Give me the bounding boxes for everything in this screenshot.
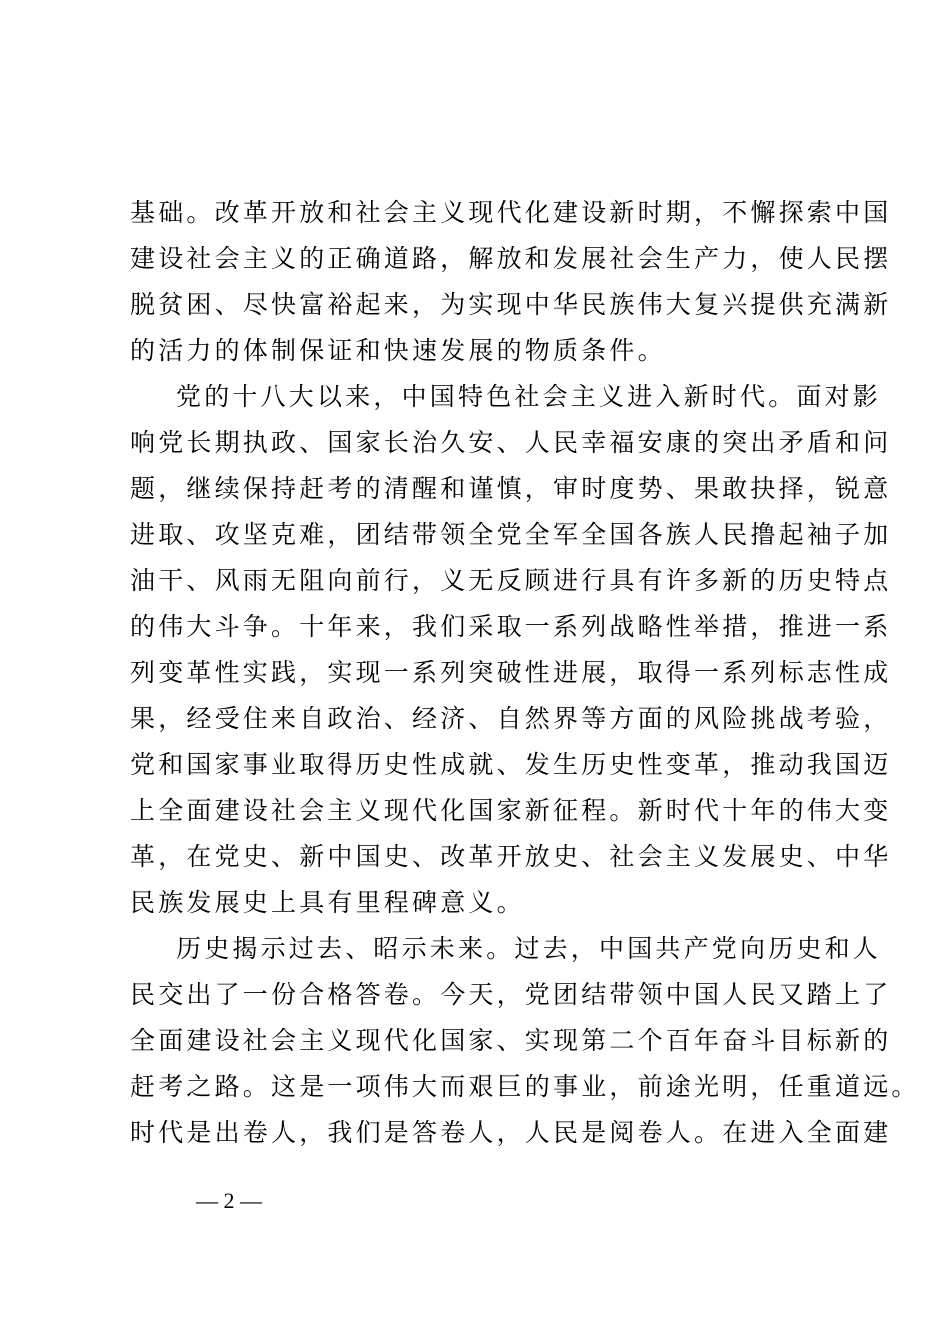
text-line: 民族发展史上具有里程碑意义。 [130, 888, 525, 917]
text-line: 党的十八大以来，中国特色社会主义进入新时代。面对影 [176, 382, 882, 411]
text-line: 列变革性实践，实现一系列突破性进展，取得一系列标志性成 [130, 658, 892, 687]
text-line: 脱贫困、尽快富裕起来，为实现中华民族伟大复兴提供充满新 [130, 290, 892, 319]
paragraph-1 [130, 190, 892, 374]
text-line: 油干、风雨无阻向前行，义无反顾进行具有许多新的历史特点 [130, 566, 892, 595]
text-line: 响党长期执政、国家长治久安、人民幸福安康的突出矛盾和问 [130, 428, 892, 457]
text-line: 党和国家事业取得历史性成就、发生历史性变革，推动我国迈 [130, 750, 892, 779]
paragraph-3 [130, 926, 920, 1156]
text-line: 进取、攻坚克难，团结带领全党全军全国各族人民撸起袖子加 [130, 520, 892, 549]
document-body [130, 190, 920, 1156]
text-line: 时代是出卷人，我们是答卷人，人民是阅卷人。在进入全面建 [130, 1118, 892, 1147]
text-line: 历史揭示过去、昭示未来。过去，中国共产党向历史和人 [176, 934, 882, 963]
text-line: 题，继续保持赶考的清醒和谨慎，审时度势、果敢抉择，锐意 [130, 474, 892, 503]
page-number: — 2 — [196, 1188, 262, 1213]
paragraph-2 [130, 374, 892, 926]
text-line: 民交出了一份合格答卷。今天，党团结带领中国人民又踏上了 [130, 980, 892, 1009]
text-line: 的活力的体制保证和快速发展的物质条件。 [130, 336, 666, 365]
text-line: 赶考之路。这是一项伟大而艰巨的事业，前途光明，任重道远。 [130, 1072, 920, 1101]
text-line: 全面建设社会主义现代化国家、实现第二个百年奋斗目标新的 [130, 1026, 892, 1055]
text-line: 的伟大斗争。十年来，我们采取一系列战略性举措，推进一系 [130, 612, 892, 641]
text-line: 革，在党史、新中国史、改革开放史、社会主义发展史、中华 [130, 842, 892, 871]
text-line: 建设社会主义的正确道路，解放和发展社会生产力，使人民摆 [130, 244, 892, 273]
text-line: 基础。改革开放和社会主义现代化建设新时期，不懈探索中国 [130, 198, 892, 227]
text-line: 果，经受住来自政治、经济、自然界等方面的风险挑战考验， [130, 704, 892, 733]
text-line: 上全面建设社会主义现代化国家新征程。新时代十年的伟大变 [130, 796, 892, 825]
